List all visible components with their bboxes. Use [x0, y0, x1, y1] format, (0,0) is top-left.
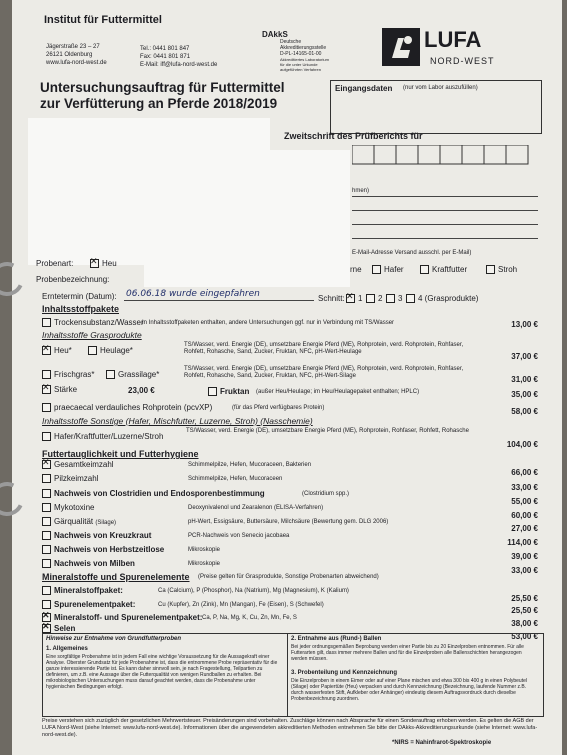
pcvxp-desc: (für das Pferd verfügbares Protein)	[232, 405, 325, 411]
pilzkeimzahl-label: Pilzkeimzahl	[54, 474, 99, 483]
mineralstoffpaket-desc: Ca (Calcium), P (Phosphor), Na (Natrium), Mg (Magnesium), K (Kalium)	[158, 588, 349, 594]
kreuzkraut-price: 114,00 €	[507, 538, 538, 547]
address-city: 26121 Oldenburg	[46, 52, 93, 58]
section-futtertauglichkeit: Futtertauglichkeit und Futterhygiene	[42, 449, 199, 459]
row-mykotoxine[interactable]	[42, 503, 94, 512]
section-inhaltsstoffpakete: Inhaltsstoffpakete	[42, 304, 120, 314]
checkbox-pcvxp[interactable]	[42, 403, 51, 412]
cover-sheet-right	[144, 150, 350, 287]
eingangsdaten-label: Eingangsdaten	[335, 84, 393, 93]
section-mineralstoffe: Mineralstoffe und Spurenelemente	[42, 572, 190, 582]
erntetermin-value[interactable]: 06.06.18 wurde eingepfahren	[126, 289, 260, 299]
mykotoxine-desc: Deoxynivalenol und Zearalenon (ELISA-Verfahren)	[188, 505, 324, 511]
checkbox-schnitt-1[interactable]	[346, 294, 355, 303]
checkbox-heu-paket[interactable]	[42, 346, 51, 355]
checkbox-schnitt-3[interactable]	[386, 294, 395, 303]
section-grasprodukte: Inhaltsstoffe Grasprodukte	[42, 330, 142, 340]
checkbox-schnitt-2[interactable]	[366, 294, 375, 303]
probenart-hafer-label: Hafer	[384, 265, 404, 274]
zweitschrift-boxes[interactable]	[352, 145, 530, 170]
gaerqualitaet-note: (Silage)	[95, 520, 117, 526]
frischgras-price: 31,00 €	[511, 375, 538, 384]
partial-ne-label: rne	[350, 265, 362, 274]
checkbox-trockensubstanz[interactable]	[42, 318, 51, 327]
hinweise-divider	[287, 634, 288, 716]
row-spurenelementpaket[interactable]	[42, 600, 135, 609]
selen-label: Selen	[54, 624, 76, 633]
pilzkeimzahl-desc: Schimmelpilze, Hefen, Mucoraceen	[188, 476, 283, 482]
row-kreuzkraut[interactable]	[42, 531, 151, 540]
schnitt-4[interactable]	[406, 294, 478, 303]
fax: Fax: 0441 801 871	[140, 54, 191, 60]
probenart-heu-label: Heu	[102, 259, 117, 268]
frischgras-label: Frischgras*	[54, 370, 95, 379]
clostridien-label: Nachweis von Clostridien und Endosporenbestimmung	[54, 489, 265, 498]
clostridien-desc: (Clostridium spp.)	[302, 491, 350, 497]
hafer-price: 104,00 €	[506, 440, 538, 449]
selen-price: 53,00 €	[511, 632, 538, 641]
fruktan-desc: (außer Heu/Heulage; im Heu/Heulagepaket enthalten; HPLC)	[256, 389, 420, 395]
zweitschrift-label: Zweitschrift des Prüfberichts für	[284, 131, 423, 141]
heu-price: 37,00 €	[511, 352, 538, 361]
institute-name: Institut für Futtermittel	[44, 14, 162, 26]
eingangsdaten-note: (nur vom Labor auszufüllen)	[403, 85, 478, 91]
row-gesamtkeimzahl[interactable]	[42, 460, 114, 469]
website[interactable]: www.lufa-nord-west.de	[46, 60, 107, 66]
form-title-line1: Untersuchungsauftrag für Futtermittel	[40, 80, 285, 95]
hinweise-h3: 3. Probenteilung und Kennzeichnung	[291, 670, 397, 676]
probenbezeichnung-label: Probenbezeichnung:	[36, 275, 110, 284]
row-gaerqualitaet[interactable]	[42, 517, 116, 527]
gesamtkeimzahl-desc: Schimmelpilze, Hefen, Mucoraceen, Bakterien	[188, 462, 312, 468]
checkbox-fruktan[interactable]	[208, 387, 217, 396]
probenart-label: Probenart:	[36, 259, 74, 268]
mineral-spuren-price: 38,00 €	[511, 619, 538, 628]
hinweise-p1: Eine sorgfältige Probenahme ist in jedem Fall eine wichtige Voraussetzung für die Aussagekraft einer Analyse. Oberster Grundsatz für jede Probenahme ist, dass die entnommene Probe repräsentativ für die ganze interessierende Partie ist. Es kann daher sinnvoll sein, je nach Fragestellung, Teilpartien zu definieren, um z.B. eine Aussage über die Futterqualität von wenigen Rundballen zu erhalten. Bei mikrobiologischen Untersuchungen muss darauf geachtet werden, dass die Probenahme unter hygienischen Bedingungen erfolgt.	[46, 654, 278, 690]
checkbox-gaerqualitaet[interactable]	[42, 517, 51, 526]
row-frischgras[interactable]	[42, 370, 94, 379]
gaerqualitaet-label: Gärqualität	[54, 517, 94, 526]
grassilage-label: Grassilage*	[118, 370, 160, 379]
hinweise-p3: Die Einzelproben in einem Eimer oder auf einer Plane mischen und etwa 300 bis 400 g in einen Polybeutel (Silage) oder Papiertüte (Heu) verpacken und durch Kennzeichnung (Bezeichnung, laufende Nummer z.B. durch wasserfesten Stift, Aufkleber oder Anhänger) eindeutig diesem Auftragsvordruck durch dieselbe Probenbezeichnung zuordnen.	[291, 678, 527, 702]
dakks-subtitle: Deutsche Akkreditierungsstelle D-PL-14165-01-00	[280, 39, 327, 57]
mykotoxine-price: 60,00 €	[511, 511, 538, 520]
row-milben[interactable]	[42, 559, 135, 568]
schnitt-3-label: 3	[398, 294, 403, 303]
dakks-label: DAkkS	[262, 30, 288, 39]
mineral-spuren-desc: Ca, P, Na, Mg, K, Cu, Zn, Mn, Fe, S	[202, 615, 297, 621]
milben-desc: Mikroskopie	[188, 561, 221, 567]
footer-nirs: *NIRS = Nahinfrarot-Spektroskopie	[392, 740, 492, 746]
hinweise-p2: Bei jeder ordnungsgemäßen Beprobung werden einer Partie bis zu 20 Einzelproben entnommen. Für alle Futterarten gilt, dass immer mehrere Ballen und für die Einzelproben alle Ballenschichten herangezogen werden müssen.	[291, 644, 524, 662]
spurenelementpaket-desc: Cu (Kupfer), Zn (Zink), Mn (Mangan), Fe (Eisen), S (Schwefel)	[158, 602, 324, 608]
checkbox-schnitt-4[interactable]	[406, 294, 415, 303]
address-street: Jägerstraße 23 – 27	[46, 44, 100, 50]
milben-price: 33,00 €	[511, 566, 538, 575]
pcvxp-price: 58,00 €	[511, 407, 538, 416]
checkbox-frischgras[interactable]	[42, 370, 51, 379]
herbstzeitlose-desc: Mikroskopie	[188, 547, 221, 553]
erntetermin-line	[124, 300, 314, 301]
row-mineral-spuren[interactable]	[42, 613, 202, 622]
gesamtkeimzahl-label: Gesamtkeimzahl	[54, 460, 114, 469]
checkbox-grassilage[interactable]	[106, 370, 115, 379]
schnitt-4-label: 4 (Grasprodukte)	[418, 294, 479, 303]
row-pcvxp[interactable]	[42, 403, 212, 412]
trockensubstanz-price: 13,00 €	[511, 320, 538, 329]
gaerqualitaet-price: 27,00 €	[511, 524, 538, 533]
probenart-kraftfutter-label: Kraftfutter	[432, 265, 468, 274]
mineralstoffpaket-price: 25,50 €	[511, 594, 538, 603]
checkbox-spurenelementpaket[interactable]	[42, 600, 51, 609]
checkbox-gesamtkeimzahl[interactable]	[42, 460, 51, 469]
dakks-fine: Akkreditiertes Laboratorium für die unter Urkunde aufgeführten Verfahren	[280, 57, 329, 72]
milben-label: Nachweis von Milben	[54, 559, 135, 568]
pilzkeimzahl-price: 33,00 €	[511, 483, 538, 492]
mineralstoffe-note: (Preise gelten für Grasprodukte, Sonstige Probenarten abweichend)	[198, 574, 379, 580]
clostridien-price: 55,00 €	[511, 497, 538, 506]
phone: Tel.: 0441 801 847	[140, 46, 190, 52]
checkbox-milben[interactable]	[42, 559, 51, 568]
staerke-label: Stärke	[54, 385, 78, 394]
probenart-heu[interactable]	[90, 259, 117, 268]
schnitt-2[interactable]	[366, 294, 382, 303]
hafer-kraftfutter-label: Hafer/Kraftfutter/Luzerne/Stroh	[54, 432, 164, 441]
row-mineralstoffpaket[interactable]	[42, 586, 123, 595]
checkbox-heu[interactable]	[90, 259, 99, 268]
checkbox-hafer-kraftfutter[interactable]	[42, 432, 51, 441]
checkbox-kreuzkraut[interactable]	[42, 531, 51, 540]
gesamtkeimzahl-price: 66,00 €	[511, 468, 538, 477]
lufa-wordmark: LUFA	[424, 27, 482, 52]
checkbox-clostridien[interactable]	[42, 489, 51, 498]
trockensubstanz-label: Trockensubstanz/Wasser	[54, 318, 144, 327]
row-pilzkeimzahl[interactable]	[42, 474, 98, 483]
schnitt-label: Schnitt:	[318, 294, 345, 303]
probenart-stroh[interactable]	[486, 265, 517, 274]
row-heu[interactable]	[42, 346, 72, 355]
schnitt-1-label: 1	[358, 294, 363, 303]
checkbox-herbstzeitlose[interactable]	[42, 545, 51, 554]
probenart-hafer[interactable]	[372, 265, 404, 274]
mineralstoffpaket-label: Mineralstoffpaket:	[54, 586, 123, 595]
email-note: E-Mail-Adresse Versand ausschl. per E-Mail)	[352, 250, 472, 256]
hafer-desc: TS/Wasser, verd. Energie (DE), umsetzbare Energie Pferd (ME), Rohprotein, Rohfaser, Rohfett, Rohasche	[186, 428, 469, 434]
spurenelementpaket-price: 25,50 €	[511, 606, 538, 615]
partial-namen-label: hmen)	[352, 188, 370, 194]
row-clostridien[interactable]	[42, 489, 265, 498]
kreuzkraut-desc: PCR-Nachweis von Senecio jacobaea	[188, 533, 290, 539]
heulage-label: Heulage*	[100, 346, 133, 355]
row-grassilage[interactable]	[106, 370, 159, 379]
row-staerke[interactable]	[42, 385, 77, 394]
line-4	[352, 238, 538, 239]
checkbox-hafer[interactable]	[372, 265, 381, 274]
mykotoxine-label: Mykotoxine	[54, 503, 95, 512]
staerke-price: 23,00 €	[128, 386, 155, 395]
herbstzeitlose-label: Nachweis von Herbstzeitlose	[54, 545, 165, 554]
row-selen[interactable]	[42, 624, 75, 633]
checkbox-kraftfutter[interactable]	[420, 265, 429, 274]
checkbox-staerke[interactable]	[42, 385, 51, 394]
herbstzeitlose-price: 39,00 €	[511, 552, 538, 561]
lufa-region: NORD-WEST	[430, 56, 495, 66]
schnitt-3[interactable]	[386, 294, 402, 303]
form-sheet	[12, 0, 562, 755]
pcvxp-label: praecaecal verdauliches Rohprotein (pcvXP)	[54, 403, 213, 412]
line-3	[352, 224, 538, 225]
kreuzkraut-label: Nachweis von Kreuzkraut	[54, 531, 152, 540]
checkbox-stroh[interactable]	[486, 265, 495, 274]
row-fruktan[interactable]	[208, 387, 249, 396]
heu-label: Heu*	[54, 346, 72, 355]
checkbox-pilzkeimzahl[interactable]	[42, 474, 51, 483]
row-heulage[interactable]	[88, 346, 133, 355]
fruktan-price: 35,00 €	[511, 390, 538, 399]
hinweise-h1: 1. Allgemeines	[46, 646, 88, 652]
section-sonstige: Inhaltsstoffe Sonstige (Hafer, Mischfutter, Luzerne, Stroh) (Nasschemie)	[42, 416, 313, 426]
row-hafer-kraftfutter[interactable]	[42, 432, 163, 441]
footer-text: Preise verstehen sich zuzüglich der gesetzlichen Mehrwertsteuer. Preisänderungen sind vorbehalten. Zuschläge können nach Absprache für einen Sonderauftrag erhoben werden. Es gelten die AGB der LUFA Nord-West (siehe Internet: www.lufa-nord-west.de). Informationen über die angewendeten akkreditierten Methoden entnehmen Sie bitte der DAkks-Akkreditierungsurkunde (siehe Internet: www.lufa-nord-west.de).	[42, 718, 538, 738]
gaerqualitaet-desc: pH-Wert, Essigsäure, Buttersäure, Milchsäure (Bewertung gem. DLG 2006)	[188, 519, 389, 525]
heu-desc: TS/Wasser, verd. Energie (DE), umsetzbare Energie Pferd (ME), Rohprotein, verd. Rohprotein, Rohfaser, Rohfett, Rohasche, Sand, Zucker, Fruktan, NFC, pH-Wert-Heulage	[184, 342, 464, 355]
line-1	[352, 196, 538, 197]
mineral-spuren-label: Mineralstoff- und Spurenelementpaket:	[54, 613, 203, 622]
email[interactable]: E-Mail: iff@lufa-nord-west.de	[140, 62, 218, 68]
row-trockensubstanz[interactable]	[42, 318, 144, 327]
schnitt-1[interactable]	[346, 294, 362, 303]
spurenelementpaket-label: Spurenelementpaket:	[54, 600, 136, 609]
probenart-stroh-label: Stroh	[498, 265, 518, 274]
fruktan-label: Fruktan	[220, 387, 250, 396]
checkbox-heulage[interactable]	[88, 346, 97, 355]
hinweise-title: Hinweise zur Entnahme von Grundfutterproben	[46, 636, 182, 642]
form-title-line2: zur Verfütterung an Pferde 2018/2019	[40, 96, 278, 111]
erntetermin-label: Erntetermin (Datum):	[42, 292, 117, 301]
row-herbstzeitlose[interactable]	[42, 545, 164, 554]
schnitt-2-label: 2	[378, 294, 383, 303]
hinweise-box	[42, 633, 544, 717]
lufa-logo-icon	[382, 28, 420, 66]
trockensubstanz-desc: In Inhaltsstoffpaketen enthalten, andere Untersuchungen ggf. nur in Verbindung mit TS/Wasser	[142, 320, 395, 326]
checkbox-mineralstoffpaket[interactable]	[42, 586, 51, 595]
dakks-badge	[262, 30, 329, 72]
hinweise-h2: 2. Entnahme aus (Rund-) Ballen	[291, 636, 382, 642]
eingangsdaten-box	[330, 80, 542, 134]
line-2	[352, 210, 538, 211]
frischgras-desc: TS/Wasser, verd. Energie (DE), umsetzbare Energie Pferd (ME), Rohprotein, verd. Rohprotein, Rohfaser, Rohfett, Rohasche, Sand, Zucker, Fruktan, NFC, pH-Wert-Silage	[184, 366, 464, 379]
probenart-kraftfutter[interactable]	[420, 265, 467, 274]
checkbox-mykotoxine[interactable]	[42, 503, 51, 512]
